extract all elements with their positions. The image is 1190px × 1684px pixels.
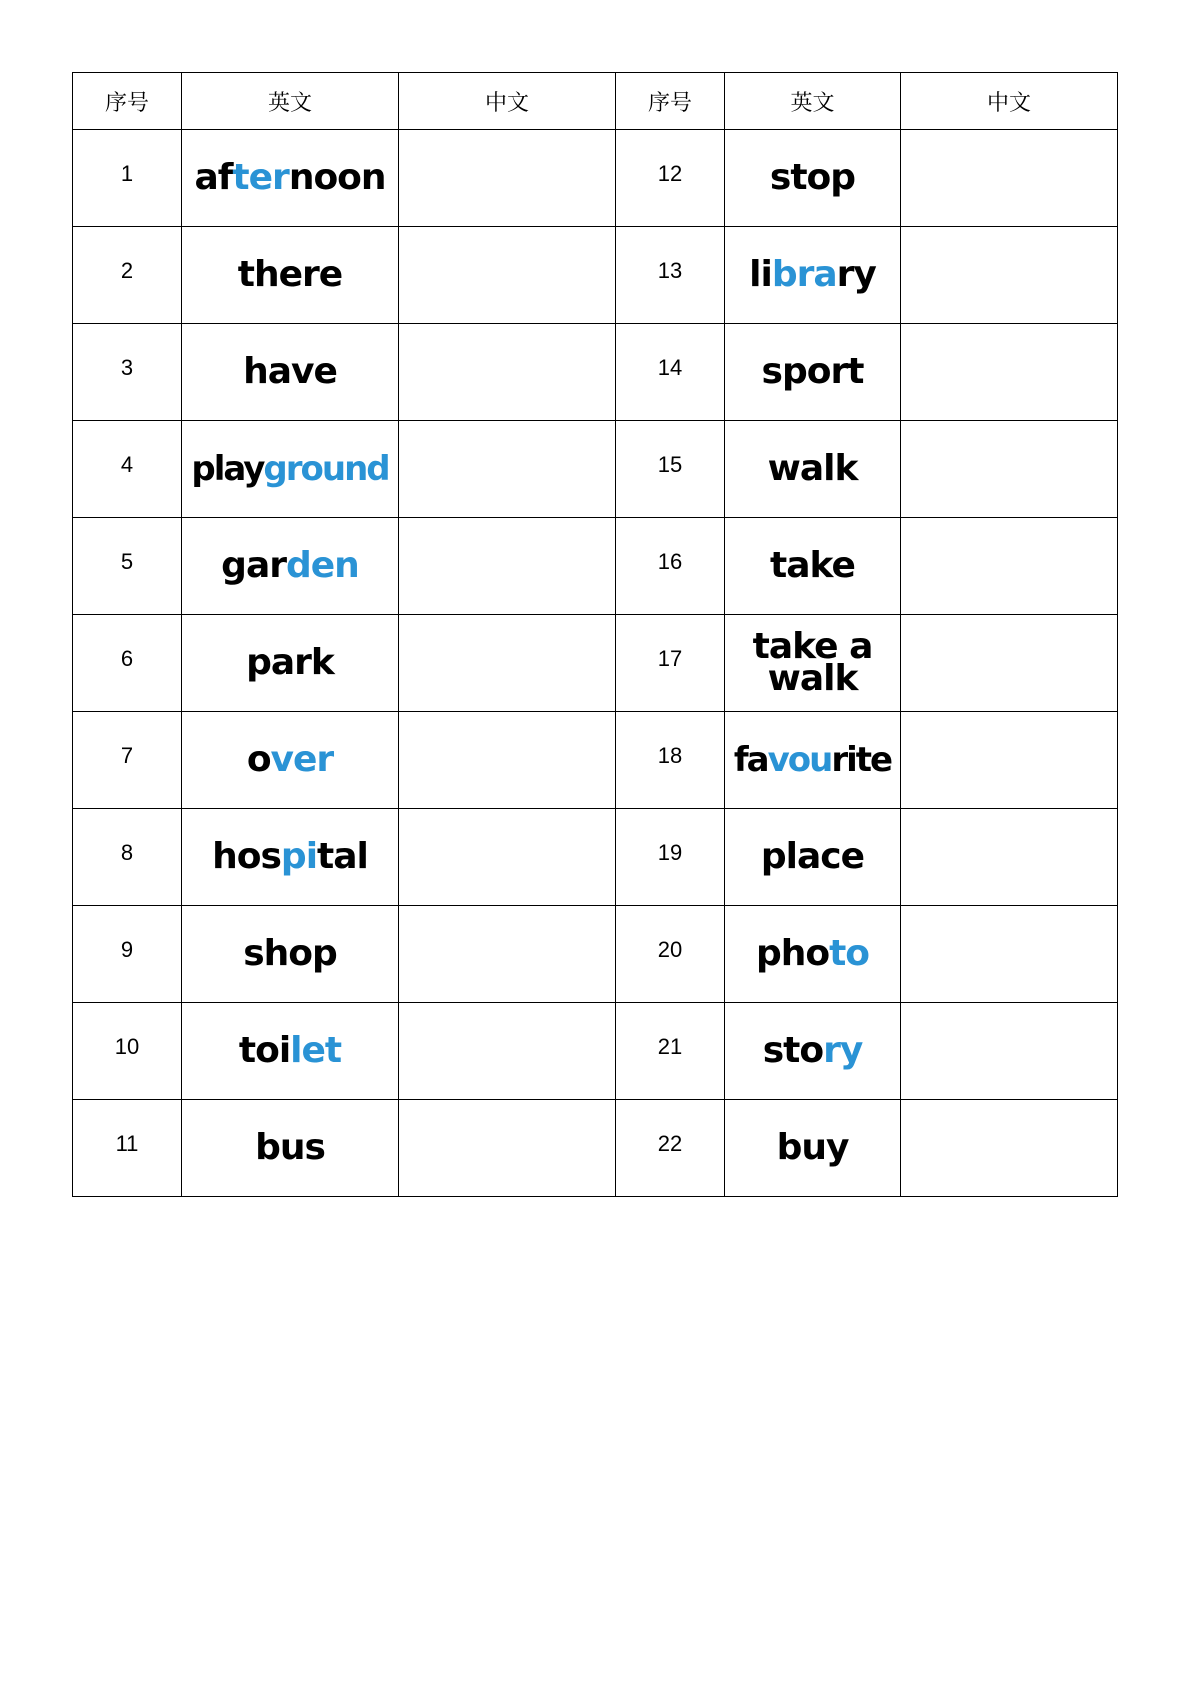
highlighted-syllable: ry (823, 1030, 863, 1071)
item-number: 10 (114, 1034, 140, 1059)
number-cell (73, 130, 182, 227)
item-number: 13 (657, 258, 683, 283)
english-word (725, 351, 900, 392)
item-number: 8 (120, 840, 134, 865)
english-cell (725, 809, 901, 906)
english-word (725, 545, 900, 586)
item-number: 1 (120, 161, 134, 186)
item-number: 7 (120, 743, 134, 768)
english-word (182, 642, 398, 683)
word-syllable: play (191, 449, 264, 489)
word-syllable: shop (243, 933, 337, 974)
word-syllable: place (760, 836, 865, 877)
number-cell (616, 130, 725, 227)
header-chinese: 中文 (399, 73, 616, 130)
word-syllable: stop (769, 157, 856, 198)
word-syllable: ry (836, 254, 876, 295)
english-cell (725, 712, 901, 809)
table-body (73, 130, 1118, 1197)
word-syllable: li (749, 254, 772, 295)
chinese-answer-cell[interactable] (399, 518, 616, 615)
item-number: 22 (657, 1131, 683, 1156)
english-cell (725, 906, 901, 1003)
number-cell (616, 906, 725, 1003)
table-row (73, 809, 1118, 906)
english-cell (182, 130, 399, 227)
chinese-answer-cell[interactable] (901, 324, 1118, 421)
english-word (182, 1030, 398, 1071)
chinese-answer-cell[interactable] (399, 615, 616, 712)
english-cell (725, 1100, 901, 1197)
item-number: 11 (115, 1131, 139, 1156)
item-number: 17 (657, 646, 683, 671)
chinese-answer-cell[interactable] (901, 130, 1118, 227)
number-cell (73, 1100, 182, 1197)
word-syllable: take (770, 545, 855, 586)
english-word (725, 1127, 900, 1168)
english-cell (182, 615, 399, 712)
item-number: 21 (657, 1034, 683, 1059)
table-row (73, 518, 1118, 615)
chinese-answer-cell[interactable] (901, 518, 1118, 615)
highlighted-syllable: den (286, 545, 359, 586)
chinese-answer-cell[interactable] (399, 227, 616, 324)
header-chinese: 中文 (901, 73, 1118, 130)
highlighted-syllable: ground (263, 449, 389, 489)
english-word (725, 1030, 900, 1071)
word-syllable: hos (212, 836, 281, 877)
number-cell (616, 518, 725, 615)
word-syllable: sport (761, 351, 864, 392)
chinese-answer-cell[interactable] (399, 130, 616, 227)
table-row (73, 421, 1118, 518)
english-cell (182, 712, 399, 809)
table-row (73, 906, 1118, 1003)
word-syllable: buy (776, 1127, 849, 1168)
number-cell (73, 421, 182, 518)
chinese-answer-cell[interactable] (901, 712, 1118, 809)
english-word (725, 448, 900, 489)
number-cell (73, 324, 182, 421)
english-cell (725, 227, 901, 324)
item-number: 9 (120, 937, 134, 962)
chinese-answer-cell[interactable] (901, 615, 1118, 712)
chinese-answer-cell[interactable] (399, 712, 616, 809)
chinese-answer-cell[interactable] (901, 809, 1118, 906)
number-cell (616, 809, 725, 906)
number-cell (73, 809, 182, 906)
number-cell (616, 615, 725, 712)
number-cell (616, 324, 725, 421)
english-cell (182, 1003, 399, 1100)
item-number: 20 (657, 937, 683, 962)
word-syllable: have (243, 351, 337, 392)
item-number: 6 (120, 646, 134, 671)
highlighted-syllable: to (829, 933, 870, 974)
number-cell (616, 227, 725, 324)
number-cell (73, 1003, 182, 1100)
number-cell (73, 906, 182, 1003)
chinese-answer-cell[interactable] (901, 227, 1118, 324)
number-cell (616, 421, 725, 518)
english-cell (725, 518, 901, 615)
table-row (73, 324, 1118, 421)
item-number: 16 (657, 549, 683, 574)
header-number: 序号 (616, 73, 725, 130)
chinese-answer-cell[interactable] (399, 1003, 616, 1100)
english-word (182, 449, 398, 489)
english-cell (182, 809, 399, 906)
english-word (725, 157, 900, 198)
item-number: 4 (120, 452, 134, 477)
english-cell (182, 421, 399, 518)
english-word (725, 626, 900, 699)
word-syllable: o (246, 739, 271, 780)
table-row (73, 1003, 1118, 1100)
number-cell (73, 712, 182, 809)
english-cell (182, 1100, 399, 1197)
header-row (73, 73, 1118, 130)
word-syllable: rite (831, 740, 892, 780)
english-word (725, 933, 900, 974)
english-cell (725, 421, 901, 518)
word-syllable: tal (317, 836, 368, 877)
item-number: 18 (657, 743, 683, 768)
word-syllable: bus (255, 1127, 325, 1168)
english-word (182, 545, 398, 586)
number-cell (73, 615, 182, 712)
word-syllable: noon (288, 157, 386, 198)
chinese-answer-cell[interactable] (901, 1100, 1118, 1197)
chinese-answer-cell[interactable] (399, 1100, 616, 1197)
header-english: 英文 (182, 73, 399, 130)
word-syllable: sto (762, 1030, 824, 1071)
word-syllable: park (246, 642, 334, 683)
table-row (73, 615, 1118, 712)
chinese-answer-cell[interactable] (901, 1003, 1118, 1100)
english-word (182, 933, 398, 974)
item-number: 15 (657, 452, 683, 477)
english-word (182, 254, 398, 295)
item-number: 14 (657, 355, 683, 380)
english-cell (182, 518, 399, 615)
highlighted-syllable: bra (771, 254, 837, 295)
word-syllable: pho (755, 933, 830, 974)
english-word (182, 157, 398, 198)
highlighted-syllable: vou (767, 740, 832, 780)
vocabulary-table (72, 72, 1118, 1197)
chinese-answer-cell[interactable] (399, 324, 616, 421)
word-syllable: take a walk (752, 626, 873, 699)
number-cell (616, 1003, 725, 1100)
highlighted-syllable: let (290, 1030, 342, 1071)
english-word (725, 836, 900, 877)
english-cell (182, 227, 399, 324)
word-syllable: af (194, 157, 233, 198)
number-cell (616, 712, 725, 809)
number-cell (616, 1100, 725, 1197)
highlighted-syllable: ver (270, 739, 334, 780)
english-word (182, 739, 398, 780)
english-cell (725, 130, 901, 227)
table-header (73, 73, 1118, 130)
english-word (182, 836, 398, 877)
word-syllable: there (237, 254, 343, 295)
chinese-answer-cell[interactable] (901, 421, 1118, 518)
english-word (182, 1127, 398, 1168)
item-number: 12 (657, 161, 683, 186)
highlighted-syllable: pi (280, 836, 318, 877)
header-number: 序号 (73, 73, 182, 130)
table-row (73, 130, 1118, 227)
item-number: 3 (120, 355, 134, 380)
item-number: 2 (120, 258, 134, 283)
word-syllable: toi (238, 1030, 291, 1071)
word-syllable: walk (767, 448, 858, 489)
chinese-answer-cell[interactable] (399, 906, 616, 1003)
table-row (73, 1100, 1118, 1197)
english-cell (182, 906, 399, 1003)
chinese-answer-cell[interactable] (399, 421, 616, 518)
item-number: 5 (120, 549, 134, 574)
table-row (73, 227, 1118, 324)
english-word (725, 254, 900, 295)
english-word (182, 351, 398, 392)
number-cell (73, 227, 182, 324)
header-english: 英文 (725, 73, 901, 130)
word-syllable: gar (221, 545, 286, 586)
english-word (725, 740, 900, 780)
highlighted-syllable: ter (232, 157, 289, 198)
word-syllable: fa (733, 740, 768, 780)
english-cell (182, 324, 399, 421)
number-cell (73, 518, 182, 615)
item-number: 19 (657, 840, 683, 865)
english-cell (725, 1003, 901, 1100)
chinese-answer-cell[interactable] (399, 809, 616, 906)
english-cell (725, 615, 901, 712)
table-row (73, 712, 1118, 809)
chinese-answer-cell[interactable] (901, 906, 1118, 1003)
english-cell (725, 324, 901, 421)
